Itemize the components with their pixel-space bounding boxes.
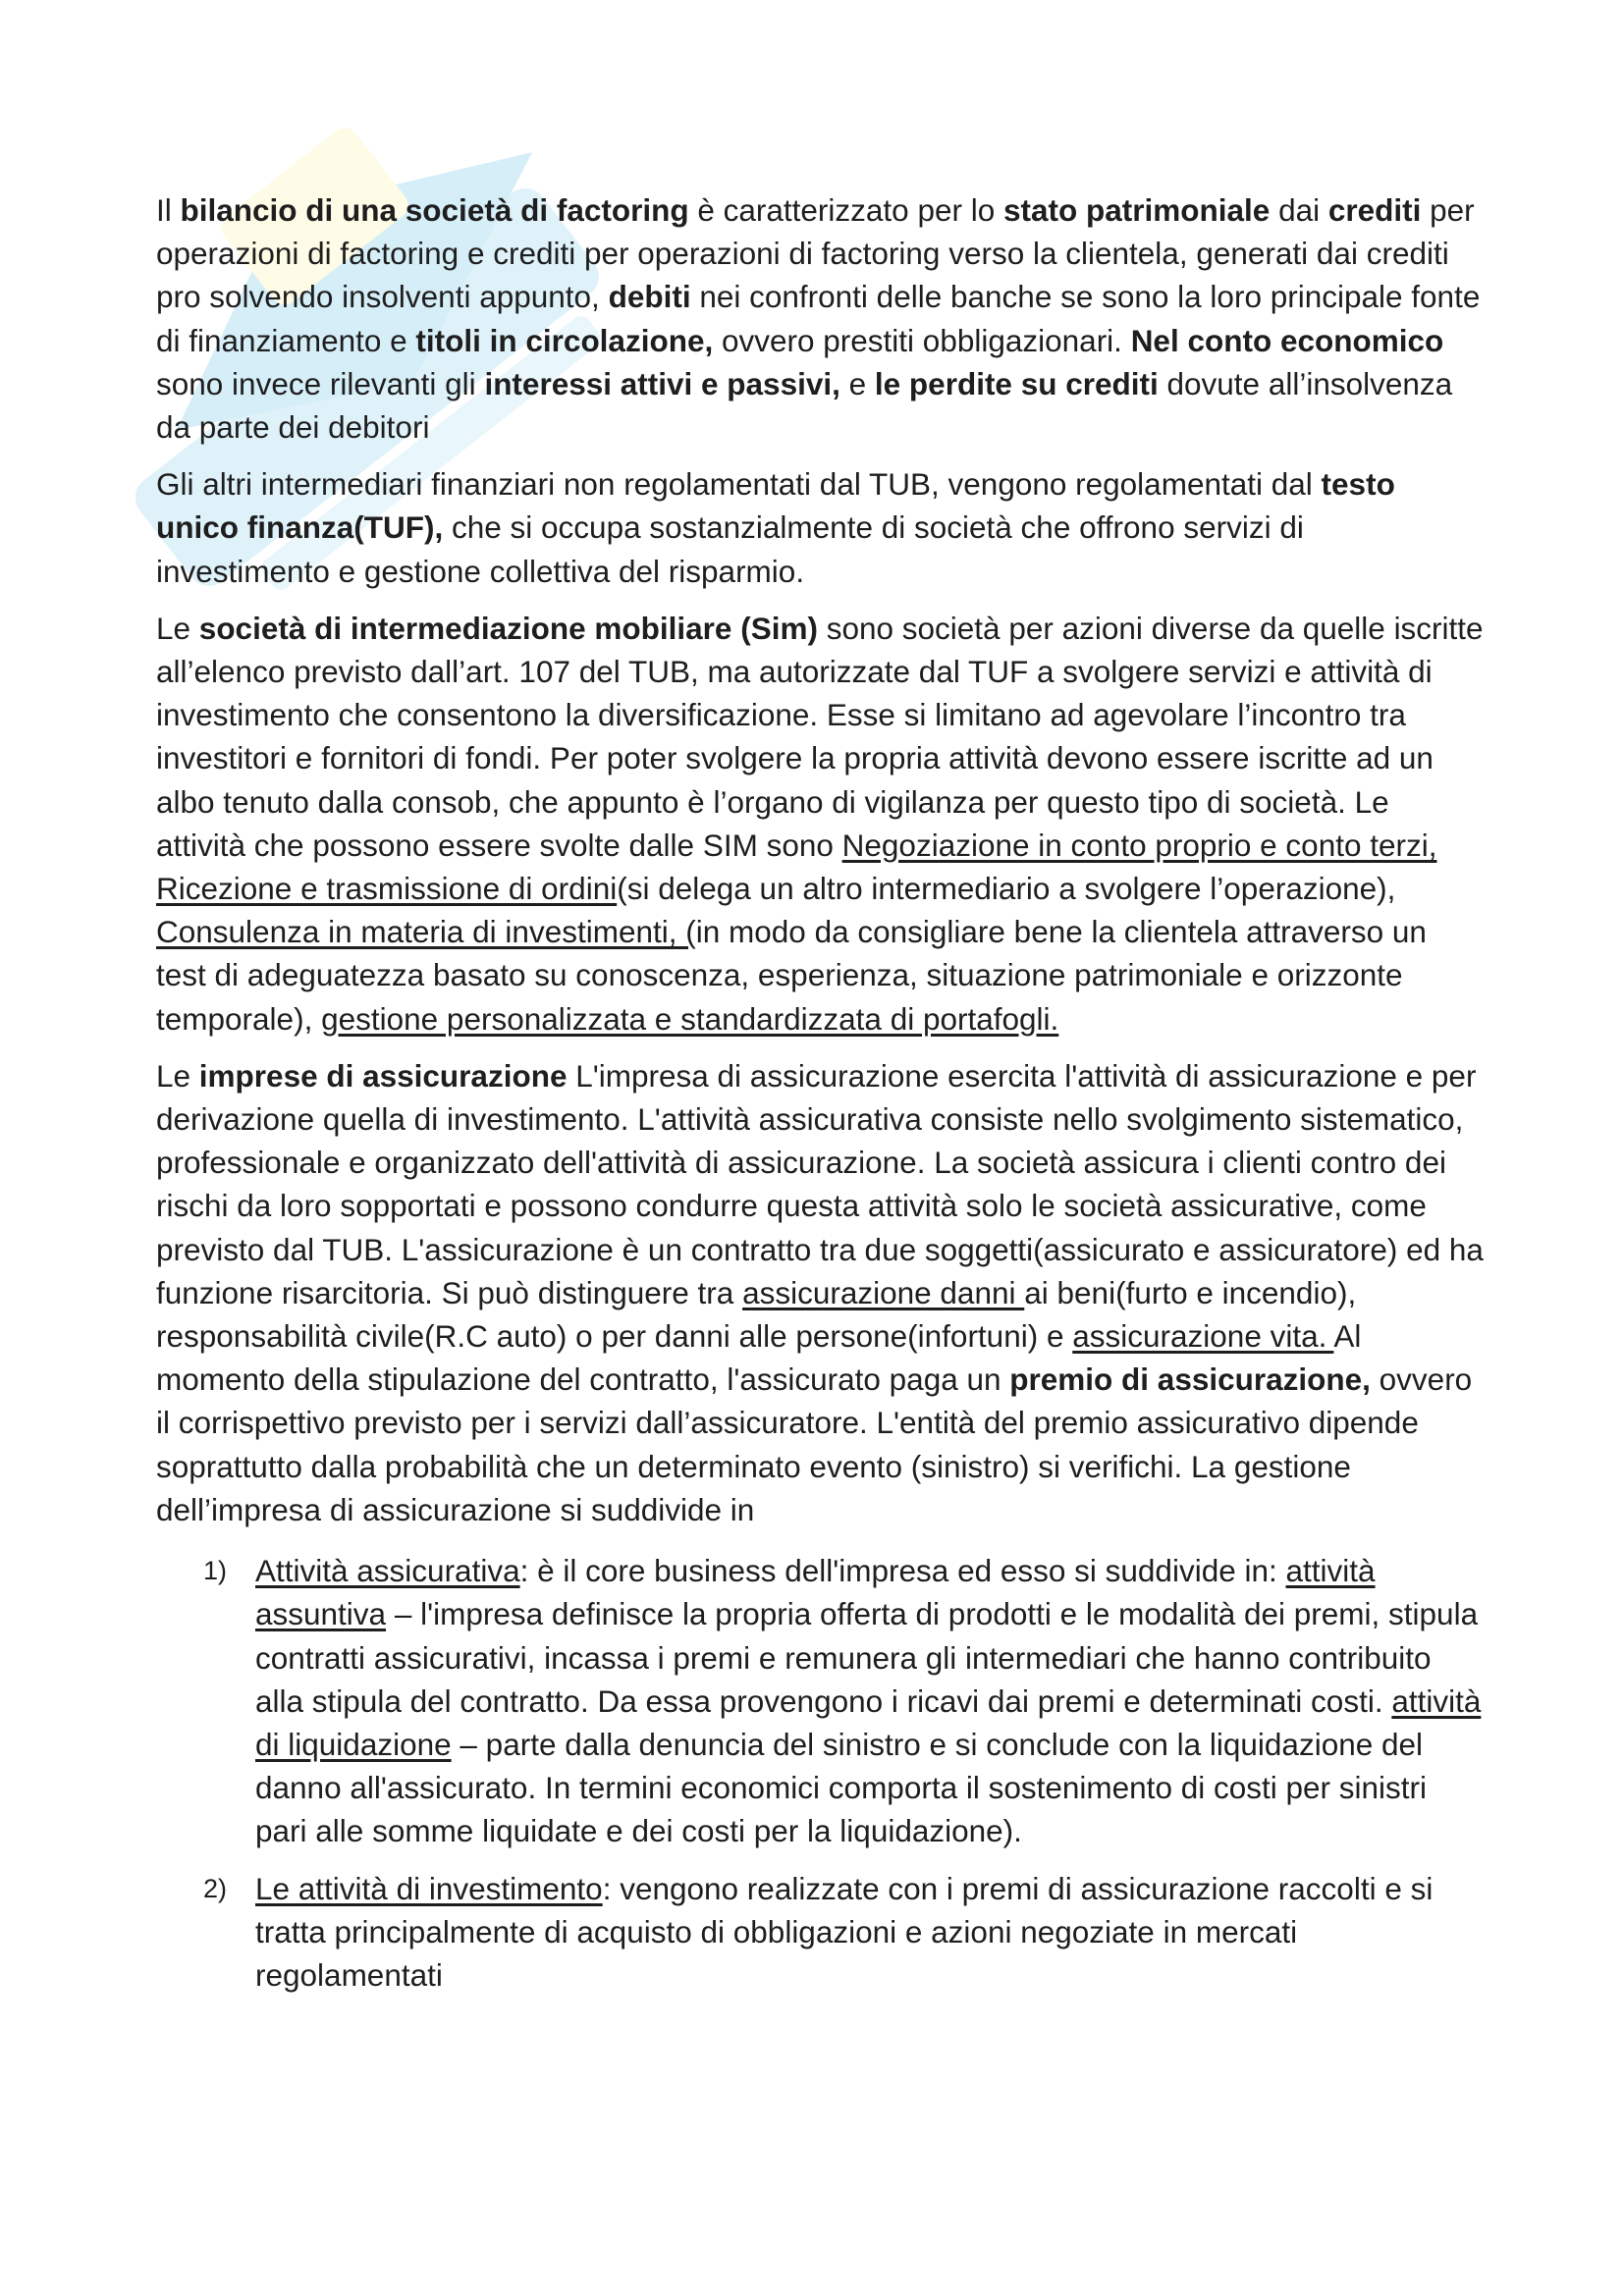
document-page bbox=[156, 188, 1484, 2010]
paragraph-assicurazione: Le imprese di assicurazione L'impresa di assicurazione esercita l'attività di assicurazione e per derivazione quella di investimento. L'attività assicurativa consiste nello svolgimento sistematico, professionale e organizzato dell'attività di assicurazione. La società assicura i clienti contro dei rischi da loro sopportati e possono condurre questa attività solo le società assicurative, come previsto dal TUB. L'assicurazione è un contratto tra due soggetti(assicurato e assicuratore) ed ha funzione risarcitoria. Si può distinguere tra assicurazione danni ai beni(furto e incendio), responsabilità civile(R.C auto) o per danni alle persone(infortuni) e assicurazione vita. Al momento della stipulazione del contratto, l'assicurato paga un premio di assicurazione, ovvero il corrispettivo previsto per i servizi dall’assicuratore. L'entità del premio assicurativo dipende soprattutto dalla probabilità che un determinato evento (sinistro) si verifichi. La gestione dell’impresa di assicurazione si suddivide in bbox=[156, 1057, 1484, 1527]
paragraph-factoring: Il bilancio di una società di factoring è caratterizzato per lo stato patrimoniale dai crediti per operazioni di factoring e crediti per operazioni di factoring verso la clientela, generati dai crediti pro solvendo insolventi appunto, debiti nei confronti delle banche se sono la loro principale fonte di finanziamento e titoli in circolazione, ovvero prestiti obbligazionari. Nel conto economico sono invece rilevanti gli interessi attivi e passivi, e le perdite su crediti dovute all’insolvenza da parte dei debitori bbox=[156, 192, 1481, 446]
numbered-list bbox=[156, 1549, 1484, 1997]
list-item: 1) Attività assicurativa: è il core business dell'impresa ed esso si suddivide in: attività assuntiva – l'impresa definisce la propria offerta di prodotti e le modalità dei premi, stipula contratti assicurativi, incassa i premi e remunera gli intermediari che hanno contribuito alla stipula del contratto. Da essa provengono i ricavi dai premi e determinati costi. attività di liquidazione – parte dalla denuncia del sinistro e si conclude con la liquidazione del danno all'assicurato. In termini economici comporta il sostenimento di costi per sinistri pari alle somme liquidate e dei costi per la liquidazione). bbox=[156, 1549, 1484, 1852]
paragraph-tuf: Gli altri intermediari finanziari non regolamentati dal TUB, vengono regolamentati dal testo unico finanza(TUF), che si occupa sostanzialmente di società che offrono servizi di investimento e gestione collettiva del risparmio. bbox=[156, 466, 1395, 589]
list-item: 2) Le attività di investimento: vengono realizzate con i premi di assicurazione raccolti e si tratta principalmente di acquisto di obbligazioni e azioni negoziate in mercati regolamentati bbox=[156, 1867, 1484, 1998]
list-number: 2) bbox=[203, 1873, 228, 1903]
list-number: 1) bbox=[203, 1556, 228, 1586]
paragraph-sim: Le società di intermediazione mobiliare (Sim) sono società per azioni diverse da quelle iscritte all’elenco previsto dall’art. 107 del TUB, ma autorizzate dal TUF a svolgere servizi e attività di investimento che consentono la diversificazione. Esse si limitano ad agevolare l’incontro tra investitori e fornitori di fondi. Per poter svolgere la propria attività devono essere iscritte ad un albo tenuto dalla consob, che appunto è l’organo di vigilanza per questo tipo di società. Le attività che possono essere svolte dalle SIM sono Negoziazione in conto proprio e conto terzi, Ricezione e trasmissione di ordini(si delega un altro intermediario a svolgere l’operazione), Consulenza in materia di investimenti, (in modo da consigliare bene la clientela attraverso un test di adeguatezza basato su conoscenza, esperienza, situazione patrimoniale e orizzonte temporale), gestione personalizzata e standardizzata di portafogli. bbox=[156, 610, 1484, 1037]
